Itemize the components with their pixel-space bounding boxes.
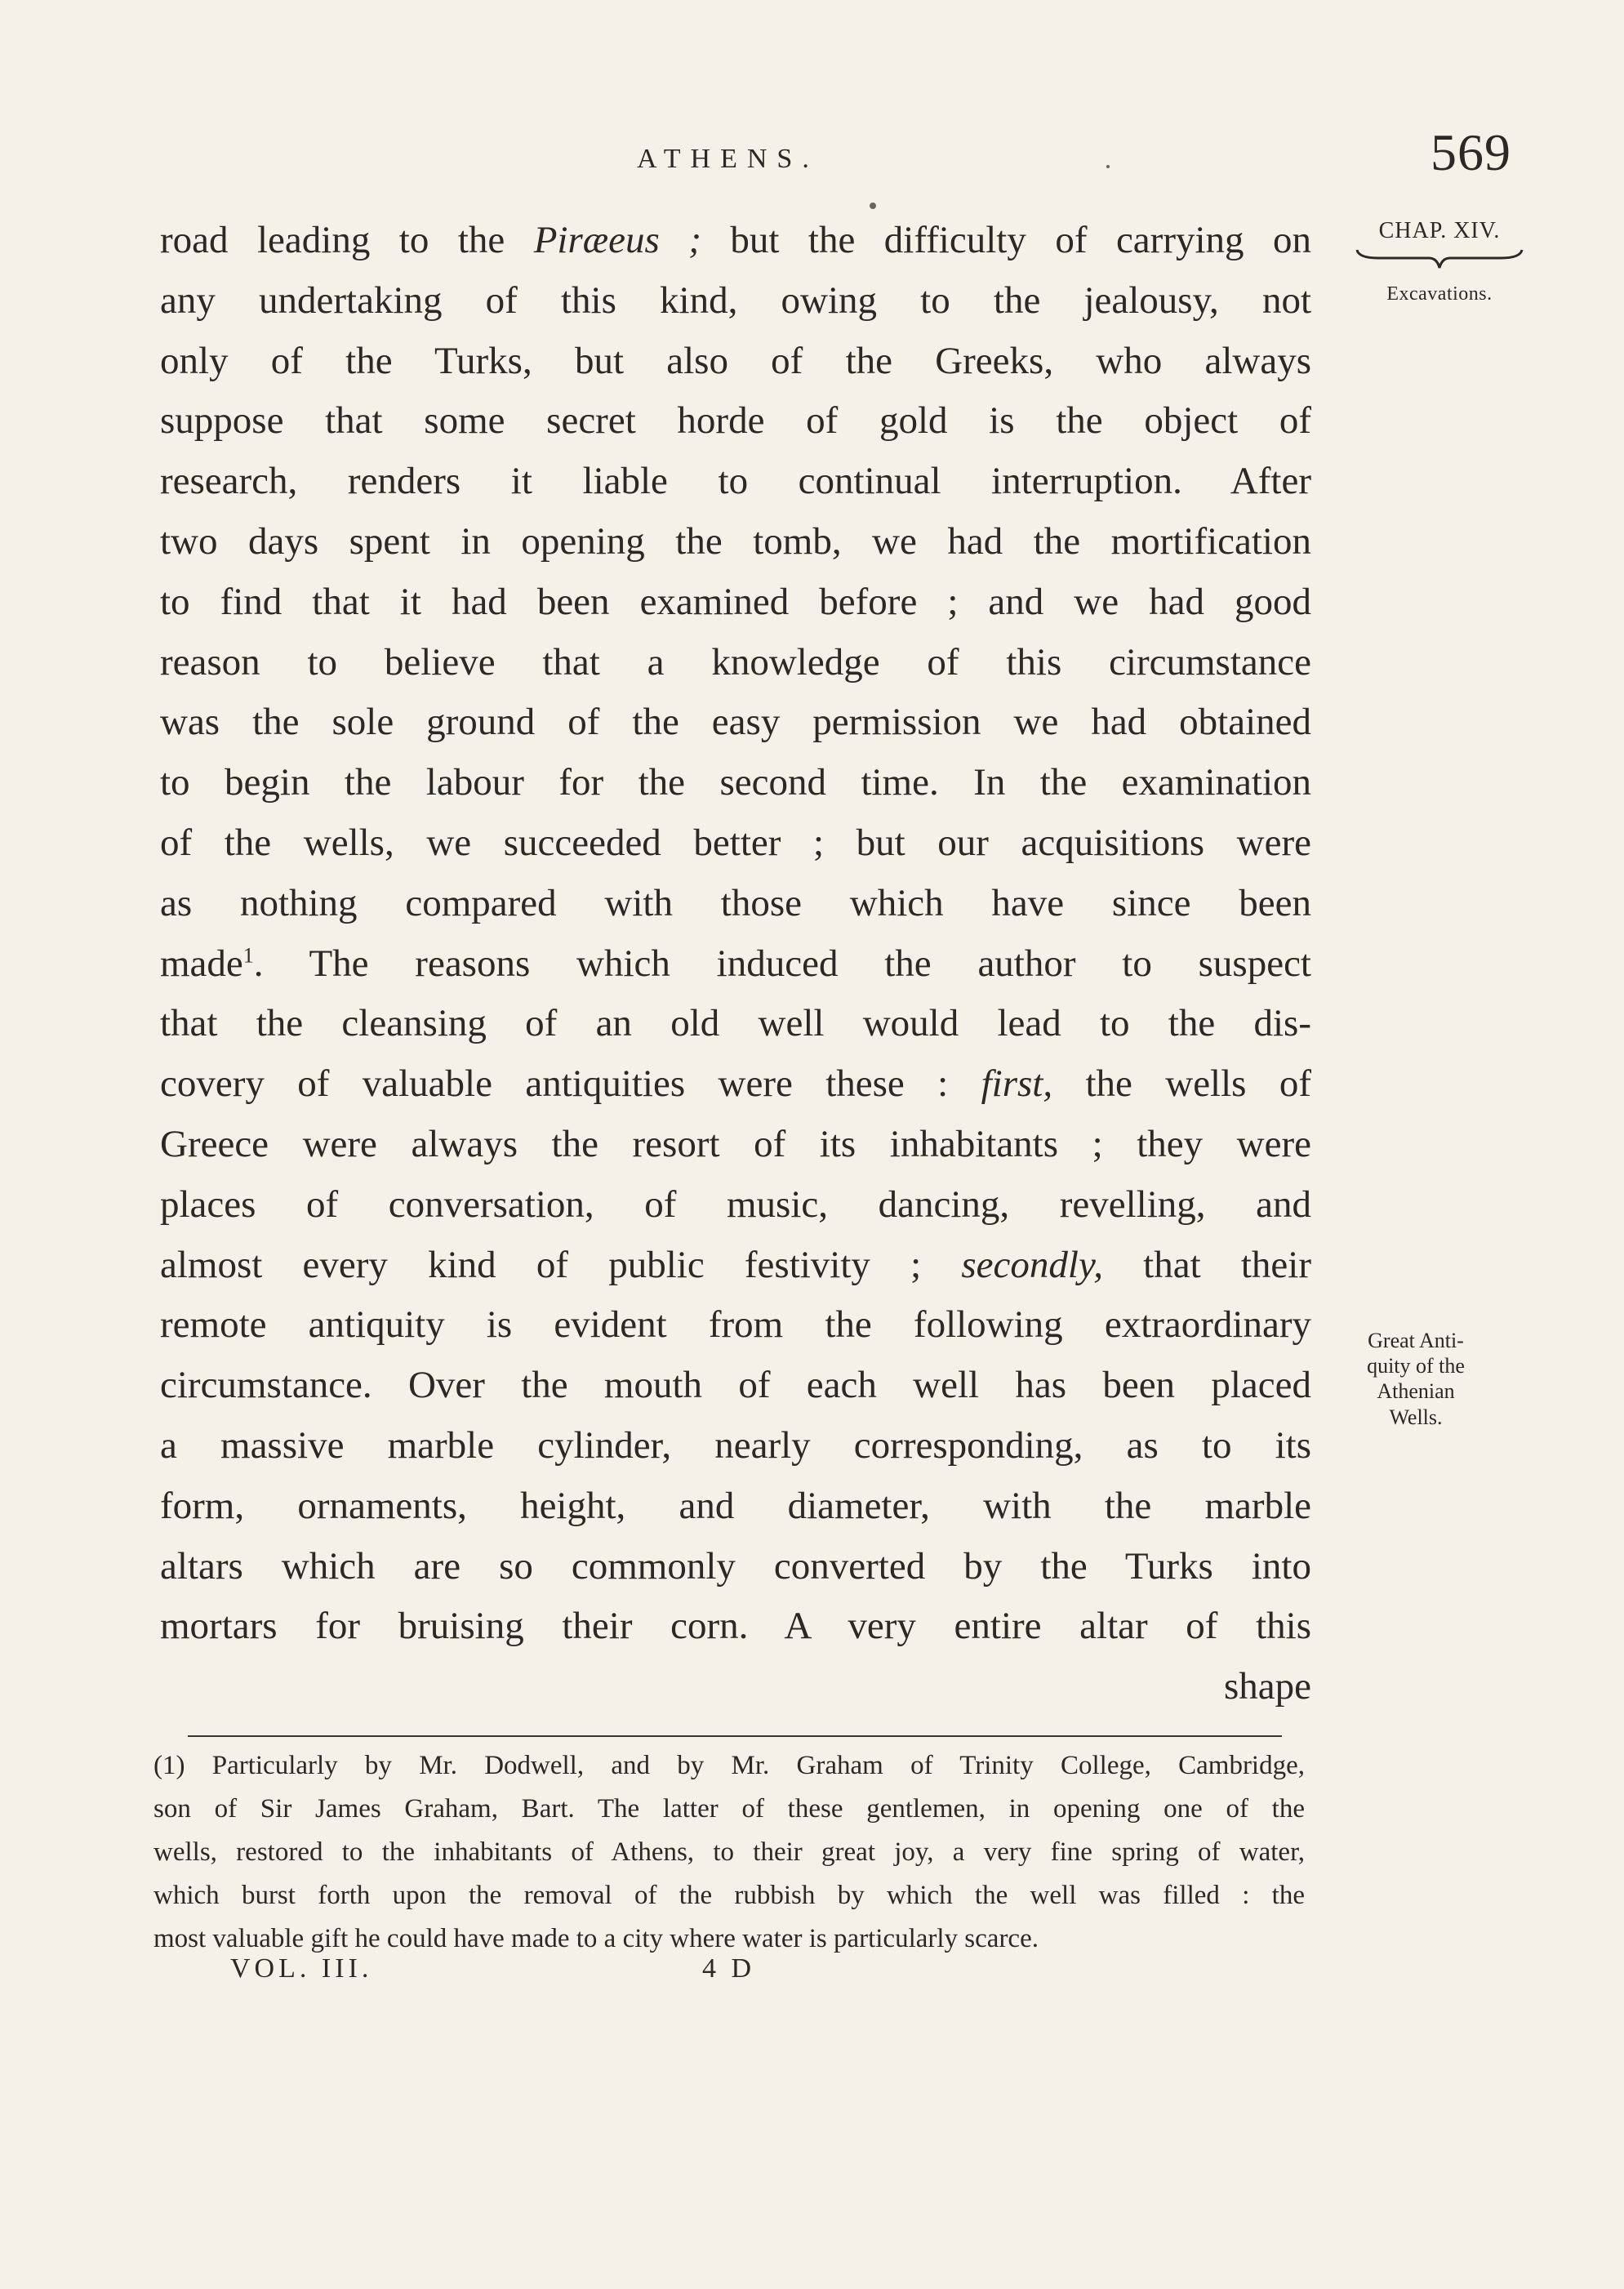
body-line: [160, 994, 1311, 1054]
line-text: research, renders it liable to continual interruption. After: [160, 460, 1311, 503]
line-text: suppose that some secret horde of gold is the object of: [160, 399, 1311, 443]
italic-text: secondly,: [961, 1243, 1103, 1286]
line-text: mortars for bruising their corn. A very entire altar of this: [160, 1605, 1311, 1648]
line-text: as nothing compared with those which have since been: [160, 881, 1311, 924]
body-line: [160, 1657, 1311, 1717]
footnote-line: wells, restored to the inhabitants of Athens, to their great joy, a very fine spring of water,: [154, 1837, 1305, 1867]
line-text: of the wells, we succeeded better ; but our acquisitions were: [160, 821, 1311, 864]
running-head: ATHENS.: [637, 144, 819, 174]
body-line: [160, 934, 1311, 995]
footnote-line: (1) Particularly by Mr. Dodwell, and by Mr. Graham of Trinity College, Cambridge,: [154, 1751, 1305, 1780]
line-text: form, ornaments, height, and diameter, with the marble: [160, 1484, 1311, 1527]
body-line: [160, 633, 1311, 693]
footnote-line: which burst forth upon the removal of the rubbish by which the well was filled : the: [154, 1881, 1305, 1910]
side-note-line: Athenian: [1377, 1379, 1455, 1404]
body-line: [160, 1537, 1311, 1597]
line-text: that their: [1102, 1243, 1311, 1286]
body-line: [160, 1295, 1311, 1356]
body-line: [160, 1597, 1311, 1657]
line-text: . The reasons which induced the author to suspect: [253, 942, 1311, 985]
body-line: [160, 1115, 1311, 1175]
line-text: only of the Turks, but also of the Greeks, who always: [160, 339, 1311, 382]
body-line: [160, 572, 1311, 633]
line-text: covery of valuable antiquities were these :: [160, 1062, 981, 1106]
line-text: made: [160, 942, 243, 985]
volume-label: VOL. III.: [230, 1953, 373, 1984]
side-note: [1336, 1328, 1496, 1430]
body-line: [160, 1416, 1311, 1476]
body-text: [160, 211, 1311, 1717]
line-text: almost every kind of public festivity ;: [160, 1243, 962, 1286]
body-line: [160, 211, 1311, 271]
body-line: [160, 332, 1311, 392]
section-label: Excavations.: [1386, 283, 1493, 305]
body-line: [160, 813, 1311, 874]
italic-text: Piræeus ;: [533, 219, 701, 261]
line-text: altars which are so commonly converted by the Turks into: [160, 1544, 1311, 1588]
footnote-ref[interactable]: 1: [242, 942, 254, 967]
body-line: [160, 1236, 1311, 1296]
body-line: [160, 753, 1311, 813]
body-line: [160, 874, 1311, 934]
page-number: 569: [1430, 123, 1511, 181]
body-line: [160, 692, 1311, 753]
line-text: but the difficulty of carrying on: [701, 219, 1311, 261]
line-text: road leading to the: [160, 219, 534, 261]
footnote: [154, 1744, 1305, 1961]
line-text: shape: [1223, 1665, 1311, 1708]
footnote-line: most valuable gift he could have made to a city where water is particularly scarce.: [154, 1924, 1039, 1953]
side-note-line: Great Anti-: [1368, 1329, 1464, 1352]
body-line: [160, 391, 1311, 452]
line-text: any undertaking of this kind, owing to the jealousy, not: [160, 278, 1311, 322]
body-line: [160, 1054, 1311, 1115]
body-line: [160, 1476, 1311, 1537]
side-note-line: quity of the: [1367, 1354, 1465, 1378]
body-line: [160, 1175, 1311, 1236]
ink-speck: [870, 203, 876, 209]
line-text: a massive marble cylinder, nearly corresponding, as to its: [160, 1423, 1311, 1467]
brace-ornament: [1354, 247, 1525, 271]
line-text: that the cleansing of an old well would lead to the dis-: [160, 1002, 1311, 1045]
footnote-rule: [188, 1735, 1282, 1737]
body-line: [160, 1356, 1311, 1416]
chapter-label: CHAP. XIV.: [1378, 218, 1501, 243]
body-line: [160, 452, 1311, 512]
body-line: [160, 271, 1311, 332]
line-text: reason to believe that a knowledge of this circumstance: [160, 640, 1311, 684]
side-note-line: Wells.: [1389, 1405, 1443, 1429]
line-text: two days spent in opening the tomb, we had the mortification: [160, 519, 1311, 563]
line-text: was the sole ground of the easy permission we had obtained: [160, 701, 1311, 744]
footnote-line: son of Sir James Graham, Bart. The latter of these gentlemen, in opening one of the: [154, 1794, 1305, 1824]
ink-speck: [1106, 165, 1110, 168]
signature-mark: 4 D: [702, 1953, 756, 1984]
line-text: Greece were always the resort of its inhabitants ; they were: [160, 1122, 1311, 1165]
body-line: [160, 512, 1311, 572]
line-text: to begin the labour for the second time. In the examination: [160, 761, 1311, 804]
line-text: circumstance. Over the mouth of each well has been placed: [160, 1364, 1311, 1407]
line-text: remote antiquity is evident from the following extraordinary: [160, 1303, 1311, 1347]
line-text: the wells of: [1052, 1062, 1311, 1106]
line-text: places of conversation, of music, dancing, revelling, and: [160, 1182, 1311, 1226]
italic-text: first,: [981, 1062, 1053, 1106]
line-text: to find that it had been examined before ; and we had good: [160, 580, 1311, 623]
